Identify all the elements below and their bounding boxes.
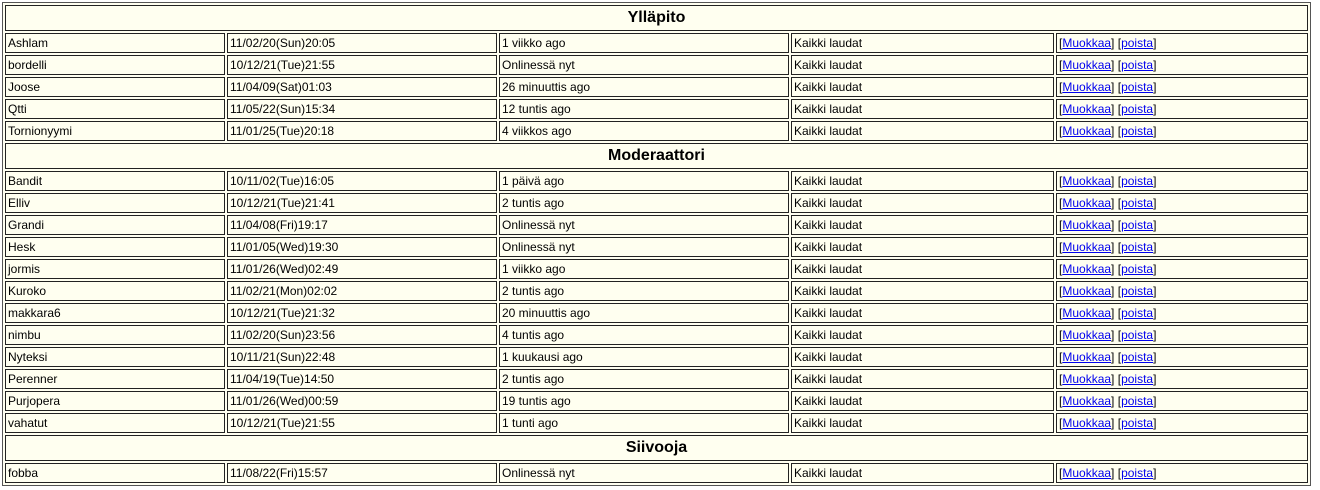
date-cell: 10/11/02(Tue)16:05 <box>227 171 497 191</box>
last-seen-cell: 26 minuuttis ago <box>499 77 789 97</box>
username-cell: jormis <box>5 259 225 279</box>
bracket-close: ] <box>1153 466 1157 480</box>
bracket-open: [ <box>1117 394 1122 408</box>
username-cell: Kuroko <box>5 281 225 301</box>
table-row <box>5 33 1308 53</box>
username-cell: Grandi <box>5 215 225 235</box>
boards-cell: Kaikki laudat <box>791 281 1054 301</box>
bracket-open: [ <box>1117 124 1122 138</box>
last-seen-cell: 1 kuukausi ago <box>499 347 789 367</box>
bracket-open: [ <box>1059 58 1063 72</box>
actions-cell <box>1056 303 1308 323</box>
table-row <box>5 193 1308 213</box>
last-seen-cell: Onlinessä nyt <box>499 463 789 483</box>
bracket-open: [ <box>1059 466 1063 480</box>
bracket-open: [ <box>1059 262 1063 276</box>
edit-link[interactable]: Muokkaa <box>1062 372 1112 386</box>
actions-cell <box>1056 463 1308 483</box>
username-cell: makkara6 <box>5 303 225 323</box>
edit-link[interactable]: Muokkaa <box>1062 124 1112 138</box>
table-row <box>5 259 1308 279</box>
edit-link[interactable]: Muokkaa <box>1062 218 1112 232</box>
boards-cell: Kaikki laudat <box>791 193 1054 213</box>
boards-cell: Kaikki laudat <box>791 259 1054 279</box>
bracket-close: ] <box>1111 306 1115 320</box>
edit-link[interactable]: Muokkaa <box>1062 394 1112 408</box>
date-cell: 10/12/21(Tue)21:55 <box>227 55 497 75</box>
date-cell: 11/01/05(Wed)19:30 <box>227 237 497 257</box>
edit-link[interactable]: Muokkaa <box>1062 284 1112 298</box>
boards-cell: Kaikki laudat <box>791 237 1054 257</box>
boards-cell: Kaikki laudat <box>791 215 1054 235</box>
boards-cell: Kaikki laudat <box>791 99 1054 119</box>
delete-link[interactable]: poista <box>1121 306 1154 320</box>
delete-link[interactable]: poista <box>1121 240 1154 254</box>
actions-cell <box>1056 99 1308 119</box>
bracket-open: [ <box>1117 372 1122 386</box>
bracket-open: [ <box>1059 196 1063 210</box>
table-row <box>5 463 1308 483</box>
table-row <box>5 391 1308 411</box>
date-cell: 11/04/09(Sat)01:03 <box>227 77 497 97</box>
table-row <box>5 237 1308 257</box>
bracket-close: ] <box>1111 328 1115 342</box>
boards-cell: Kaikki laudat <box>791 347 1054 367</box>
delete-link[interactable]: poista <box>1121 102 1154 116</box>
last-seen-cell: Onlinessä nyt <box>499 215 789 235</box>
username-cell: Perenner <box>5 369 225 389</box>
date-cell: 10/12/21(Tue)21:41 <box>227 193 497 213</box>
bracket-open: [ <box>1059 174 1063 188</box>
bracket-open: [ <box>1117 80 1122 94</box>
bracket-open: [ <box>1117 36 1122 50</box>
last-seen-cell: 20 minuuttis ago <box>499 303 789 323</box>
bracket-open: [ <box>1117 328 1122 342</box>
actions-cell <box>1056 121 1308 141</box>
bracket-close: ] <box>1111 124 1115 138</box>
boards-cell: Kaikki laudat <box>791 325 1054 345</box>
username-cell: vahatut <box>5 413 225 433</box>
username-cell: fobba <box>5 463 225 483</box>
bracket-open: [ <box>1117 58 1122 72</box>
username-cell: Nyteksi <box>5 347 225 367</box>
delete-link[interactable]: poista <box>1121 372 1154 386</box>
last-seen-cell: 12 tuntis ago <box>499 99 789 119</box>
last-seen-cell: 1 tunti ago <box>499 413 789 433</box>
bracket-close: ] <box>1111 80 1115 94</box>
edit-link[interactable]: Muokkaa <box>1062 36 1112 50</box>
bracket-open: [ <box>1059 218 1063 232</box>
last-seen-cell: 4 viikkos ago <box>499 121 789 141</box>
bracket-close: ] <box>1111 174 1115 188</box>
edit-link[interactable]: Muokkaa <box>1062 416 1112 430</box>
table-row <box>5 281 1308 301</box>
actions-cell <box>1056 281 1308 301</box>
bracket-close: ] <box>1111 372 1115 386</box>
delete-link[interactable]: poista <box>1121 394 1154 408</box>
username-cell: Tornionyymi <box>5 121 225 141</box>
table-row <box>5 99 1308 119</box>
delete-link[interactable]: poista <box>1121 218 1154 232</box>
last-seen-cell: 1 päivä ago <box>499 171 789 191</box>
section-header-row <box>5 143 1308 169</box>
date-cell: 11/04/08(Fri)19:17 <box>227 215 497 235</box>
bracket-close: ] <box>1111 394 1115 408</box>
last-seen-cell: 1 viikko ago <box>499 259 789 279</box>
edit-link[interactable]: Muokkaa <box>1062 58 1112 72</box>
boards-cell: Kaikki laudat <box>791 369 1054 389</box>
date-cell: 11/02/20(Sun)20:05 <box>227 33 497 53</box>
date-cell: 11/01/26(Wed)02:49 <box>227 259 497 279</box>
actions-cell <box>1056 33 1308 53</box>
date-cell: 11/05/22(Sun)15:34 <box>227 99 497 119</box>
boards-cell: Kaikki laudat <box>791 303 1054 323</box>
bracket-close: ] <box>1153 80 1157 94</box>
bracket-open: [ <box>1059 306 1063 320</box>
username-cell: Qtti <box>5 99 225 119</box>
bracket-close: ] <box>1153 196 1157 210</box>
bracket-open: [ <box>1117 102 1122 116</box>
last-seen-cell: 2 tuntis ago <box>499 193 789 213</box>
delete-link[interactable]: poista <box>1121 58 1154 72</box>
bracket-close: ] <box>1153 218 1157 232</box>
table-row <box>5 325 1308 345</box>
date-cell: 11/01/26(Wed)00:59 <box>227 391 497 411</box>
username-cell: Joose <box>5 77 225 97</box>
bracket-close: ] <box>1111 284 1115 298</box>
bracket-open: [ <box>1059 394 1063 408</box>
actions-cell <box>1056 369 1308 389</box>
bracket-close: ] <box>1111 466 1115 480</box>
edit-link[interactable]: Muokkaa <box>1062 174 1112 188</box>
bracket-close: ] <box>1153 240 1157 254</box>
date-cell: 11/02/20(Sun)23:56 <box>227 325 497 345</box>
bracket-close: ] <box>1153 262 1157 276</box>
bracket-open: [ <box>1117 466 1122 480</box>
bracket-close: ] <box>1153 124 1157 138</box>
bracket-open: [ <box>1059 36 1063 50</box>
bracket-close: ] <box>1153 416 1157 430</box>
bracket-open: [ <box>1117 262 1122 276</box>
bracket-close: ] <box>1153 102 1157 116</box>
bracket-open: [ <box>1059 240 1063 254</box>
table-row <box>5 55 1308 75</box>
actions-cell <box>1056 55 1308 75</box>
bracket-open: [ <box>1117 350 1122 364</box>
actions-cell <box>1056 391 1308 411</box>
bracket-close: ] <box>1111 240 1115 254</box>
actions-cell <box>1056 193 1308 213</box>
actions-cell <box>1056 325 1308 345</box>
boards-cell: Kaikki laudat <box>791 55 1054 75</box>
table-row <box>5 77 1308 97</box>
delete-link[interactable]: poista <box>1121 262 1154 276</box>
delete-link[interactable]: poista <box>1121 196 1154 210</box>
bracket-open: [ <box>1117 174 1122 188</box>
edit-link[interactable]: Muokkaa <box>1062 306 1112 320</box>
bracket-open: [ <box>1059 350 1063 364</box>
table-row <box>5 347 1308 367</box>
actions-cell <box>1056 215 1308 235</box>
actions-cell <box>1056 77 1308 97</box>
edit-link[interactable]: Muokkaa <box>1062 466 1112 480</box>
actions-cell <box>1056 259 1308 279</box>
edit-link[interactable]: Muokkaa <box>1062 102 1112 116</box>
bracket-open: [ <box>1117 196 1122 210</box>
delete-link[interactable]: poista <box>1121 466 1154 480</box>
bracket-close: ] <box>1111 102 1115 116</box>
boards-cell: Kaikki laudat <box>791 121 1054 141</box>
bracket-close: ] <box>1111 218 1115 232</box>
bracket-open: [ <box>1059 328 1063 342</box>
last-seen-cell: 1 viikko ago <box>499 33 789 53</box>
boards-cell: Kaikki laudat <box>791 171 1054 191</box>
bracket-close: ] <box>1153 394 1157 408</box>
username-cell: Elliv <box>5 193 225 213</box>
bracket-open: [ <box>1059 80 1063 94</box>
username-cell: Purjopera <box>5 391 225 411</box>
bracket-open: [ <box>1117 240 1122 254</box>
bracket-close: ] <box>1153 284 1157 298</box>
username-cell: Ashlam <box>5 33 225 53</box>
last-seen-cell: 4 tuntis ago <box>499 325 789 345</box>
bracket-open: [ <box>1059 372 1063 386</box>
staff-table-body <box>5 5 1308 483</box>
bracket-open: [ <box>1117 218 1122 232</box>
last-seen-cell: Onlinessä nyt <box>499 237 789 257</box>
bracket-open: [ <box>1117 306 1122 320</box>
section-title: Ylläpito <box>5 5 1308 31</box>
username-cell: Hesk <box>5 237 225 257</box>
delete-link[interactable]: poista <box>1121 36 1154 50</box>
date-cell: 10/12/21(Tue)21:32 <box>227 303 497 323</box>
table-row <box>5 121 1308 141</box>
delete-link[interactable]: poista <box>1121 284 1154 298</box>
bracket-close: ] <box>1153 328 1157 342</box>
edit-link[interactable]: Muokkaa <box>1062 196 1112 210</box>
delete-link[interactable]: poista <box>1121 416 1154 430</box>
boards-cell: Kaikki laudat <box>791 391 1054 411</box>
delete-link[interactable]: poista <box>1121 328 1154 342</box>
section-header-row <box>5 5 1308 31</box>
delete-link[interactable]: poista <box>1121 80 1154 94</box>
date-cell: 11/04/19(Tue)14:50 <box>227 369 497 389</box>
section-title: Moderaattori <box>5 143 1308 169</box>
boards-cell: Kaikki laudat <box>791 413 1054 433</box>
date-cell: 11/08/22(Fri)15:57 <box>227 463 497 483</box>
bracket-open: [ <box>1059 102 1063 116</box>
section-header-row <box>5 435 1308 461</box>
bracket-open: [ <box>1059 416 1063 430</box>
bracket-open: [ <box>1059 124 1063 138</box>
last-seen-cell: Onlinessä nyt <box>499 55 789 75</box>
delete-link[interactable]: poista <box>1121 174 1154 188</box>
boards-cell: Kaikki laudat <box>791 463 1054 483</box>
bracket-close: ] <box>1153 372 1157 386</box>
edit-link[interactable]: Muokkaa <box>1062 262 1112 276</box>
edit-link[interactable]: Muokkaa <box>1062 328 1112 342</box>
bracket-close: ] <box>1111 350 1115 364</box>
actions-cell <box>1056 171 1308 191</box>
date-cell: 10/11/21(Sun)22:48 <box>227 347 497 367</box>
bracket-close: ] <box>1153 350 1157 364</box>
actions-cell <box>1056 347 1308 367</box>
edit-link[interactable]: Muokkaa <box>1062 80 1112 94</box>
bracket-close: ] <box>1153 36 1157 50</box>
table-row <box>5 215 1308 235</box>
date-cell: 11/01/25(Tue)20:18 <box>227 121 497 141</box>
bracket-close: ] <box>1111 262 1115 276</box>
bracket-close: ] <box>1153 58 1157 72</box>
date-cell: 11/02/21(Mon)02:02 <box>227 281 497 301</box>
actions-cell <box>1056 413 1308 433</box>
bracket-close: ] <box>1111 196 1115 210</box>
boards-cell: Kaikki laudat <box>791 33 1054 53</box>
edit-link[interactable]: Muokkaa <box>1062 350 1112 364</box>
boards-cell: Kaikki laudat <box>791 77 1054 97</box>
bracket-open: [ <box>1117 416 1122 430</box>
bracket-close: ] <box>1111 36 1115 50</box>
bracket-close: ] <box>1111 416 1115 430</box>
section-title: Siivooja <box>5 435 1308 461</box>
edit-link[interactable]: Muokkaa <box>1062 240 1112 254</box>
delete-link[interactable]: poista <box>1121 124 1154 138</box>
username-cell: Bandit <box>5 171 225 191</box>
bracket-close: ] <box>1111 58 1115 72</box>
bracket-open: [ <box>1117 284 1122 298</box>
delete-link[interactable]: poista <box>1121 350 1154 364</box>
table-row <box>5 171 1308 191</box>
staff-table <box>2 2 1311 486</box>
last-seen-cell: 2 tuntis ago <box>499 369 789 389</box>
date-cell: 10/12/21(Tue)21:55 <box>227 413 497 433</box>
table-row <box>5 369 1308 389</box>
actions-cell <box>1056 237 1308 257</box>
bracket-open: [ <box>1059 284 1063 298</box>
table-row <box>5 413 1308 433</box>
bracket-close: ] <box>1153 306 1157 320</box>
last-seen-cell: 19 tuntis ago <box>499 391 789 411</box>
username-cell: bordelli <box>5 55 225 75</box>
bracket-close: ] <box>1153 174 1157 188</box>
username-cell: nimbu <box>5 325 225 345</box>
last-seen-cell: 2 tuntis ago <box>499 281 789 301</box>
table-row <box>5 303 1308 323</box>
